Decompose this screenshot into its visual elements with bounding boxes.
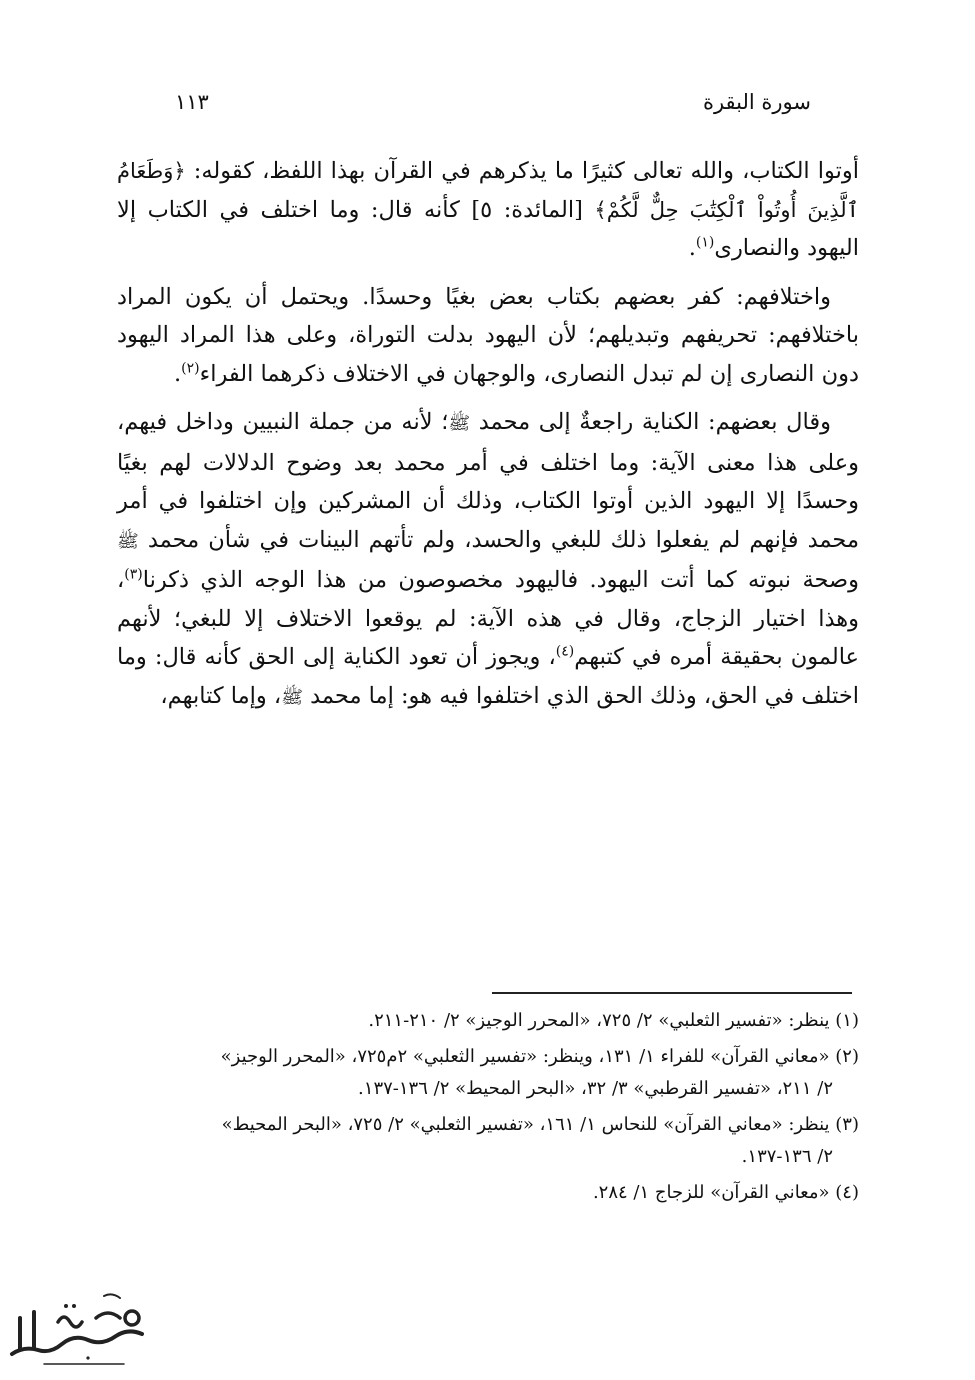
page-header (175, 84, 811, 120)
footnote-ref-4: (٤) (555, 643, 575, 660)
paragraph-3 (117, 403, 859, 717)
footnote-text: ينظر: «معاني القرآن» للنحاس ١/ ١٦١، «تفسير الثعلبي» ٢/ ٧٢٥، «البحر المحيط» (221, 1114, 830, 1135)
p3-text-4: ، وهذا اختيار الزجاج، وقال في هذه الآية: لم يوقعوا الاختلاف إلا للبغي؛ لأنهم عالمون بحقيقة أمره في كتبهم (117, 567, 859, 670)
footnote-2 (117, 1041, 859, 1105)
p2-text: واختلافهم: كفر بعضهم بكتاب بعض بغيًا وحسدًا. ويحتمل أن يكون المراد باختلافهم: تحريفهم وتبديلهم؛ لأن اليهود بدلت التوراة، وعلى هذا المراد اليهود دون النصارى إن لم تبدل النصارى، والوجهان في الاختلاف ذكرهما الفراء (117, 283, 859, 387)
salawat-glyph: ﷺ (448, 413, 471, 434)
footnote-3 (117, 1109, 859, 1173)
publisher-logo (4, 1288, 152, 1374)
footnote-ref-2: (٢) (181, 360, 200, 376)
p1-text-1: أوتوا الكتاب، والله تعالى كثيرًا ما يذكرهم في القرآن بهذا اللفظ، كقوله: (193, 158, 860, 184)
footnote-text-continued: ٢/ ٢١١، «تفسير القرطبي» ٣/ ٣٢، «البحر المحيط» ٢/ ١٣٦-١٣٧. (358, 1078, 833, 1099)
p3-text-6: ، وإما كتابهم، (160, 682, 282, 709)
footnote-ref-3: (٣) (124, 566, 143, 583)
footnote-1 (117, 1005, 859, 1037)
footnote-number: (٢) (835, 1046, 859, 1067)
p3-text-3: وصحة نبوته كما أتت اليهود. فاليهود مخصوصون من هذا الوجه الذي ذكرنا (142, 567, 859, 593)
page-number: ١١٣ (175, 90, 209, 114)
footnote-text: ينظر: «تفسير الثعلبي» ٢/ ٧٢٥، «المحرر الوجيز» ٢/ ٢١٠-٢١١. (368, 1010, 830, 1031)
footnote-4 (117, 1177, 859, 1209)
footnote-text: «معاني القرآن» للزجاج ١/ ٢٨٤. (592, 1182, 830, 1203)
footnote-text: «معاني القرآن» للفراء ١/ ١٣١، وينظر: «تفسير الثعلبي» ٢م٧٢٥، «المحرر الوجيز» (220, 1046, 830, 1067)
footnote-text-continued: ٢/ ١٣٦-١٣٧. (741, 1146, 833, 1167)
footnote-number: (٤) (835, 1182, 859, 1203)
footnote-ref-1: (١) (695, 234, 715, 251)
p1-end: . (688, 235, 696, 261)
p3-text-2: ؛ لأنه من جملة النبيين وداخل فيهم، وعلى هذا معنى الآية: وما اختلف في أمر محمد بعد وضوح الدلالات لهم بغيًا وحسدًا إلا اليهود الذين أوتوا الكتاب، وذلك أن المشركين وإن اختلفوا في أمر محمد فإنهم لم يفعلوا ذلك للبغي والحسد، ولم تأتهم البينات في شأن محمد (117, 409, 859, 553)
footnote-divider (492, 992, 852, 994)
logo-text: المستهدم (76, 1328, 80, 1329)
p3-text-5: ، ويجوز أن تعود الكناية إلى الحق كأنه قال: وما اختلف في الحق، وذلك الحق الذي اختلفوا فيه هو: إما محمد (117, 644, 859, 709)
p1-text-2: [المائدة: ٥] كأنه قال: وما اختلف في الكتاب إلا اليهود والنصارى (117, 196, 859, 261)
main-text (117, 152, 859, 727)
p3-text-1: وقال بعضهم: الكناية راجعةٌ إلى محمد (478, 409, 831, 435)
salawat-glyph: ﷺ (281, 686, 303, 708)
surah-title: سورة البقرة (702, 90, 811, 114)
footnote-number: (١) (835, 1010, 859, 1031)
footnotes (117, 1005, 859, 1213)
salawat-glyph: ﷺ (117, 530, 139, 552)
footnote-number: (٣) (835, 1114, 859, 1135)
p2-end: . (173, 360, 182, 387)
paragraph-2 (117, 278, 859, 394)
paragraph-1 (117, 152, 859, 268)
quran-verse: ﴿وَطَعَامُ ٱلَّذِينَ أُوتُواْ ٱلْكِتَٰبَ حِلٌّ لَّكُمْ﴾ (117, 159, 859, 222)
